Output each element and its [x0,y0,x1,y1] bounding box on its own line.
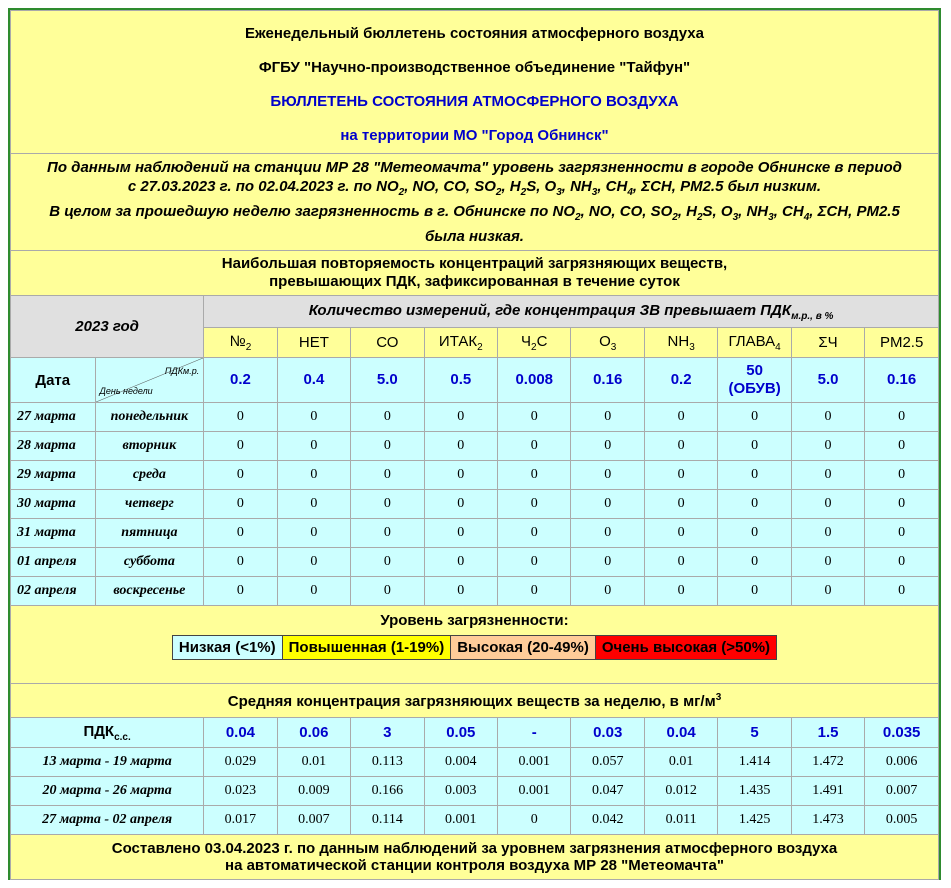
pollutant-name: ΣЧ [818,334,838,351]
exceedance-value: 0 [277,519,350,548]
pdk-ss-value: 0.05 [424,718,497,748]
exceedance-value: 0 [791,490,864,519]
pdk-mr-value: 0.4 [277,358,350,403]
exceedance-value: 0 [424,403,497,432]
exceedance-value: 0 [571,432,644,461]
pdk-mr-value: 0.16 [865,358,939,403]
avg-concentration: 0.009 [277,777,350,806]
level-high: Высокая (20-49%) [451,636,596,660]
avg-concentration: 0.113 [351,748,424,777]
weekly-row [11,748,939,777]
week-period: 13 марта - 19 марта [11,748,204,777]
daily-row [11,432,939,461]
row-weekday: пятница [95,519,204,548]
pdk-mr-value: 50 (ОБУВ) [718,358,791,403]
exceedance-value: 0 [204,548,277,577]
pdk-mr-value: 0.2 [204,358,277,403]
exceedance-value: 0 [351,490,424,519]
exceedance-value: 0 [277,490,350,519]
exceedance-value: 0 [277,577,350,606]
row-date: 30 марта [11,490,96,519]
avg-concentration: 0.001 [424,806,497,835]
exceedance-value: 0 [865,461,939,490]
avg-concentration: 0.01 [644,748,717,777]
exceedance-value: 0 [571,548,644,577]
exceedance-value: 0 [498,403,571,432]
avg-concentration: 0 [498,806,571,835]
exceedance-value: 0 [204,403,277,432]
pollutant-header [718,328,791,358]
exceedance-value: 0 [498,519,571,548]
pollutant-subscript: 2 [245,341,252,353]
exceedance-value: 0 [571,519,644,548]
exceedance-value: 0 [571,403,644,432]
pollutant-header [204,328,277,358]
exceedance-value: 0 [644,432,717,461]
exceedance-value: 0 [865,548,939,577]
exceedance-value: 0 [791,519,864,548]
pollutant-name: НЕТ [298,334,329,351]
avg-concentration: 0.01 [277,748,350,777]
exceedance-value: 0 [718,490,791,519]
avg-concentration: 1.473 [791,806,864,835]
exceedance-value: 0 [204,461,277,490]
exceedance-value: 0 [571,577,644,606]
pollutant-header [644,328,717,358]
exceedance-value: 0 [424,461,497,490]
avg-concentration: 0.017 [204,806,277,835]
exceedance-value: 0 [498,461,571,490]
avg-concentration: 0.057 [571,748,644,777]
pollutant-header [351,328,424,358]
row-weekday: среда [95,461,204,490]
exceedance-value: 0 [424,490,497,519]
bulletin-heading: БЮЛЛЕТЕНЬ СОСТОЯНИЯ АТМОСФЕРНОГО ВОЗДУХА [270,93,679,110]
exceedance-value: 0 [351,519,424,548]
avg-concentration: 0.023 [204,777,277,806]
daily-row [11,519,939,548]
pollutant-header [571,328,644,358]
date-column-label: Дата [11,358,96,403]
pollutant-subscript: 2 [477,341,483,353]
exceedance-value: 0 [498,490,571,519]
exceedance-value: 0 [644,461,717,490]
pollutant-subscript: 4 [775,341,781,353]
exceedance-value: 0 [204,577,277,606]
row-weekday: четверг [95,490,204,519]
pdk-ss-value: 0.06 [277,718,350,748]
pollutant-header [865,328,939,358]
exceedance-value: 0 [204,519,277,548]
daily-row [11,461,939,490]
pdk-ss-value: 0.04 [204,718,277,748]
pdk-mr-label: ПДКм.р. [164,366,200,376]
row-weekday: суббота [95,548,204,577]
pollutant-subscript: 2 [531,341,537,353]
pollutant-name: СО [376,334,399,351]
exceedance-value: 0 [718,548,791,577]
exceedance-value: 0 [791,577,864,606]
weekly-row [11,806,939,835]
avg-concentration: 1.491 [791,777,864,806]
daily-row [11,403,939,432]
pollutant-name: ГЛАВА [728,332,776,350]
pollution-levels [11,606,939,684]
pdk-mr-value: 0.16 [571,358,644,403]
pollutant-name: ИТАК [438,332,478,350]
avg-concentration: 0.005 [865,806,939,835]
pollutant-header [498,328,571,358]
exceedance-value: 0 [644,403,717,432]
pollutant-subscript: 3 [610,341,617,353]
exceedance-value: 0 [718,432,791,461]
avg-concentration: 1.472 [791,748,864,777]
levels-legend [172,635,777,660]
avg-concentration: 1.425 [718,806,791,835]
exceedance-value: 0 [718,403,791,432]
avg-concentration: 0.114 [351,806,424,835]
daily-row [11,548,939,577]
exceedance-value: 0 [644,490,717,519]
pollutant-name: PM2.5 [879,334,924,351]
pollutant-header [424,328,497,358]
exceedance-value: 0 [865,432,939,461]
exceedance-value: 0 [865,577,939,606]
week-period: 20 марта - 26 марта [11,777,204,806]
exceedance-value: 0 [644,519,717,548]
exceedance-value: 0 [277,461,350,490]
pdk-ss-value: - [498,718,571,748]
exceedance-value: 0 [351,432,424,461]
row-date: 01 апреля [11,548,96,577]
pollutant-name: NH [667,332,690,350]
pdk-mr-value: 5.0 [791,358,864,403]
avg-concentration: 1.435 [718,777,791,806]
exceedance-value: 0 [424,519,497,548]
exceedance-value: 0 [277,548,350,577]
row-date: 31 марта [11,519,96,548]
avg-concentration: 0.001 [498,777,571,806]
exceedance-value: 0 [204,490,277,519]
row-weekday: воскресенье [95,577,204,606]
exceedance-value: 0 [204,432,277,461]
pdk-mr-value: 5.0 [351,358,424,403]
exceedance-value: 0 [791,548,864,577]
avg-concentration: 0.004 [424,748,497,777]
exceedance-value: 0 [351,403,424,432]
exceedance-value: 0 [351,461,424,490]
territory-heading: на территории МО "Город Обнинск" [340,127,609,144]
avg-concentration: 0.042 [571,806,644,835]
daily-row [11,577,939,606]
bulletin-title: Еженедельный бюллетень состояния атмосферного воздуха [245,25,704,42]
level-elevated: Повышенная (1-19%) [282,636,451,660]
level-very-high: Очень высокая (>50%) [595,636,776,660]
row-weekday: понедельник [95,403,204,432]
pollutant-name: О [599,332,611,350]
pollutant-subscript: 3 [689,341,695,353]
pollutant-header [791,328,864,358]
footer-note: Составлено 03.04.2023 г. по данным наблюдений за уровнем загрязнения атмосферного воздуха на автоматической станции контроля воздуха МР 28 "Метеомачта" [11,835,939,880]
exceedance-value: 0 [424,577,497,606]
row-weekday: вторник [95,432,204,461]
levels-title: Уровень загрязненности: [380,612,569,629]
weekly-row [11,777,939,806]
weekday-label: День недели [99,386,153,396]
exceedance-value: 0 [498,432,571,461]
avg-concentration: 1.414 [718,748,791,777]
exceedance-value: 0 [718,461,791,490]
level-low: Низкая (<1%) [172,636,282,660]
pdk-ss-value: 0.03 [571,718,644,748]
exceedance-value: 0 [644,577,717,606]
avg-concentration: 0.007 [277,806,350,835]
exceedance-value: 0 [718,577,791,606]
bulletin-table [10,10,939,880]
weekly-title: Средняя концентрация загрязняющих веществ за неделю, в $мг/м^3$ [11,684,939,718]
exceedance-value: 0 [424,548,497,577]
exceedance-value: 0 [865,490,939,519]
avg-concentration: 0.029 [204,748,277,777]
avg-concentration: 0.012 [644,777,717,806]
count-label: Количество измерений, где концентрация ЗВ превышает $ПДК_{м.р., в \%}$ [204,296,939,328]
exceedance-value: 0 [791,403,864,432]
pollutant-name: Ч [521,332,532,350]
pdk-mr-value: 0.5 [424,358,497,403]
pdk-mr-value: 0.008 [498,358,571,403]
exceedance-value: 0 [498,577,571,606]
row-date: 29 марта [11,461,96,490]
avg-concentration: 0.047 [571,777,644,806]
avg-concentration: 0.001 [498,748,571,777]
organization-name: ФГБУ "Научно-производственное объединение "Тайфун" [258,59,691,76]
pdk-ss-value: 0.035 [865,718,939,748]
exceedance-value: 0 [791,432,864,461]
exceedance-value: 0 [277,432,350,461]
exceedance-value: 0 [571,490,644,519]
daily-row [11,490,939,519]
exceedance-value: 0 [351,577,424,606]
pdk-mr-value: 0.2 [644,358,717,403]
exceedance-value: 0 [791,461,864,490]
pdk-ss-value: 0.04 [644,718,717,748]
year-label: 2023 год [11,296,204,358]
pollutant-name: № [229,332,246,350]
exceedance-value: 0 [277,403,350,432]
diagonal-header [95,358,204,403]
exceedance-value: 0 [571,461,644,490]
avg-concentration: 0.166 [351,777,424,806]
pdk-ss-value: 3 [351,718,424,748]
row-date: 02 апреля [11,577,96,606]
avg-concentration: 0.007 [865,777,939,806]
pdk-ss-value: 1.5 [791,718,864,748]
row-date: 27 марта [11,403,96,432]
avg-concentration: 0.006 [865,748,939,777]
exceedance-value: 0 [718,519,791,548]
summary-text: По данным наблюдений на станции МР 28 "Метеомачта" уровень загрязненности в городе Обнинске в период с 27.03.2023 г. по 02.04.2023 г. по $NO_2$, NO, CO, $SO_2$, $H_2S$, $O_3$, $NH_3$, $CH_4$, ΣCH, PM2.5 был низким. В целом за прошедшую неделю загрязненность в г. Обнинске по $NO_2$, NO, CO, $SO_2$, $H_2S$, $O_3$, $NH_3$, $CH_4$, ΣCH, PM2.5 была низкая. [11,154,939,251]
pollutant-header [277,328,350,358]
avg-concentration: 0.011 [644,806,717,835]
repeat-section-title: Наибольшая повторяемость концентраций загрязняющих веществ, превышающих ПДК, зафиксированная в течение суток [11,251,939,296]
exceedance-value: 0 [644,548,717,577]
week-period: 27 марта - 02 апреля [11,806,204,835]
exceedance-value: 0 [865,403,939,432]
exceedance-value: 0 [865,519,939,548]
bulletin-frame [8,8,941,880]
row-date: 28 марта [11,432,96,461]
pdk-ss-label: $ПДК_{с.с.}$ [11,718,204,748]
avg-concentration: 0.003 [424,777,497,806]
pollutant-suffix: С [536,332,548,350]
exceedance-value: 0 [498,548,571,577]
exceedance-value: 0 [351,548,424,577]
pdk-ss-value: 5 [718,718,791,748]
exceedance-value: 0 [424,432,497,461]
